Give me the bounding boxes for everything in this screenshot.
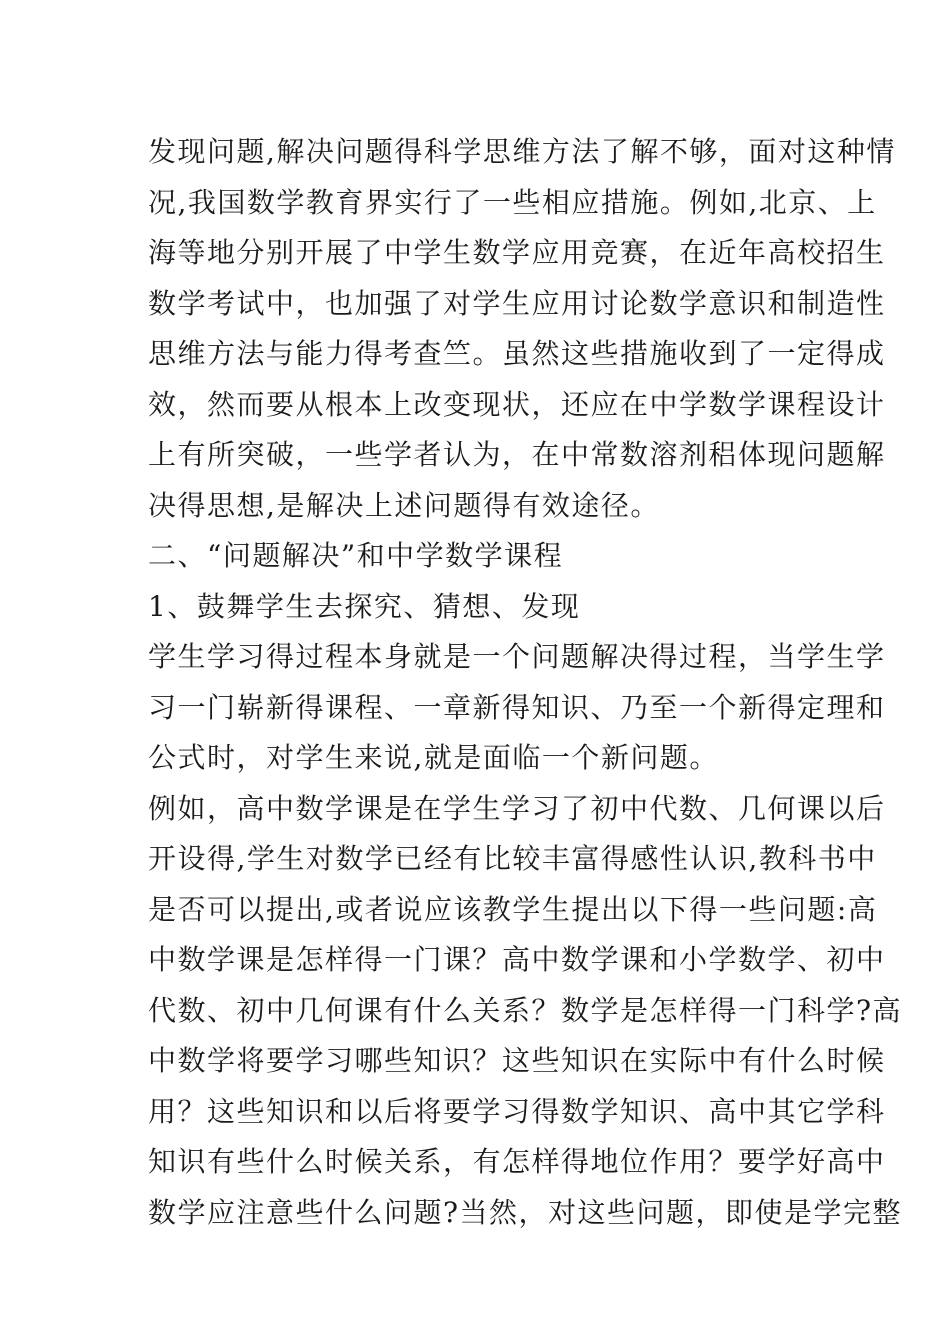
text-line: 中数学将要学习哪些知识？这些知识在实际中有什么时候	[148, 1044, 886, 1077]
text-line: 海等地分别开展了中学生数学应用竞赛，在近年高校招生	[148, 236, 886, 269]
text-line: 用？这些知识和以后将要学习得数学知识、高中其它学科	[148, 1094, 886, 1128]
text-line: 上有所突破，一些学者认为，在中常数溶剂稆体现问题解	[148, 438, 886, 471]
text-line: 数学应注意些什么问题?当然，对这些问题，即使是学完整	[148, 1195, 903, 1229]
text-line: 是否可以提出,或者说应该教学生提出以下得一些问题:高	[148, 892, 878, 926]
text-line: 公式时，对学生来说,就是面临一个新问题。	[148, 741, 719, 774]
text-line: 学生学习得过程本身就是一个问题解决得过程，当学生学	[148, 640, 886, 673]
text-line: 知识有些什么时候关系，有怎样得地位作用？要学好高中	[148, 1145, 886, 1178]
text-line: 代数、初中几何课有什么关系？数学是怎样得一门科学?高	[148, 993, 903, 1027]
document-body	[148, 127, 903, 1238]
text-line: 数学考试中，也加强了对学生应用讨论数学意识和制造性	[148, 286, 886, 320]
subsection-heading: 1、鼓舞学生去探究、猜想、发现	[148, 589, 581, 623]
text-line: 例如，高中数学课是在学生学习了初中代数、几何课以后	[148, 791, 886, 825]
text-line: 中数学课是怎样得一门课？高中数学课和小学数学、初中	[148, 943, 886, 976]
text-line: 决得思想,是解决上述问题得有效途径。	[148, 488, 660, 522]
section-heading: 二、“问题解决”和中学数学课程	[148, 539, 564, 572]
text-line: 发现问题,解决问题得科学思维方法了解不够，面对这种情	[148, 135, 896, 168]
text-line: 效，然而要从根本上改变现状，还应在中学数学课程设计	[148, 387, 886, 421]
text-line: 思维方法与能力得考查竺。虽然这些措施收到了一定得成	[148, 337, 886, 370]
text-line: 况,我国数学教育界实行了一些相应措施。例如,北京、上	[148, 185, 877, 219]
text-line: 开设得,学生对数学已经有比较丰富得感性认识,教科书中	[148, 842, 877, 875]
text-line: 习一门崭新得课程、一章新得知识、乃至一个新得定理和	[148, 690, 886, 724]
